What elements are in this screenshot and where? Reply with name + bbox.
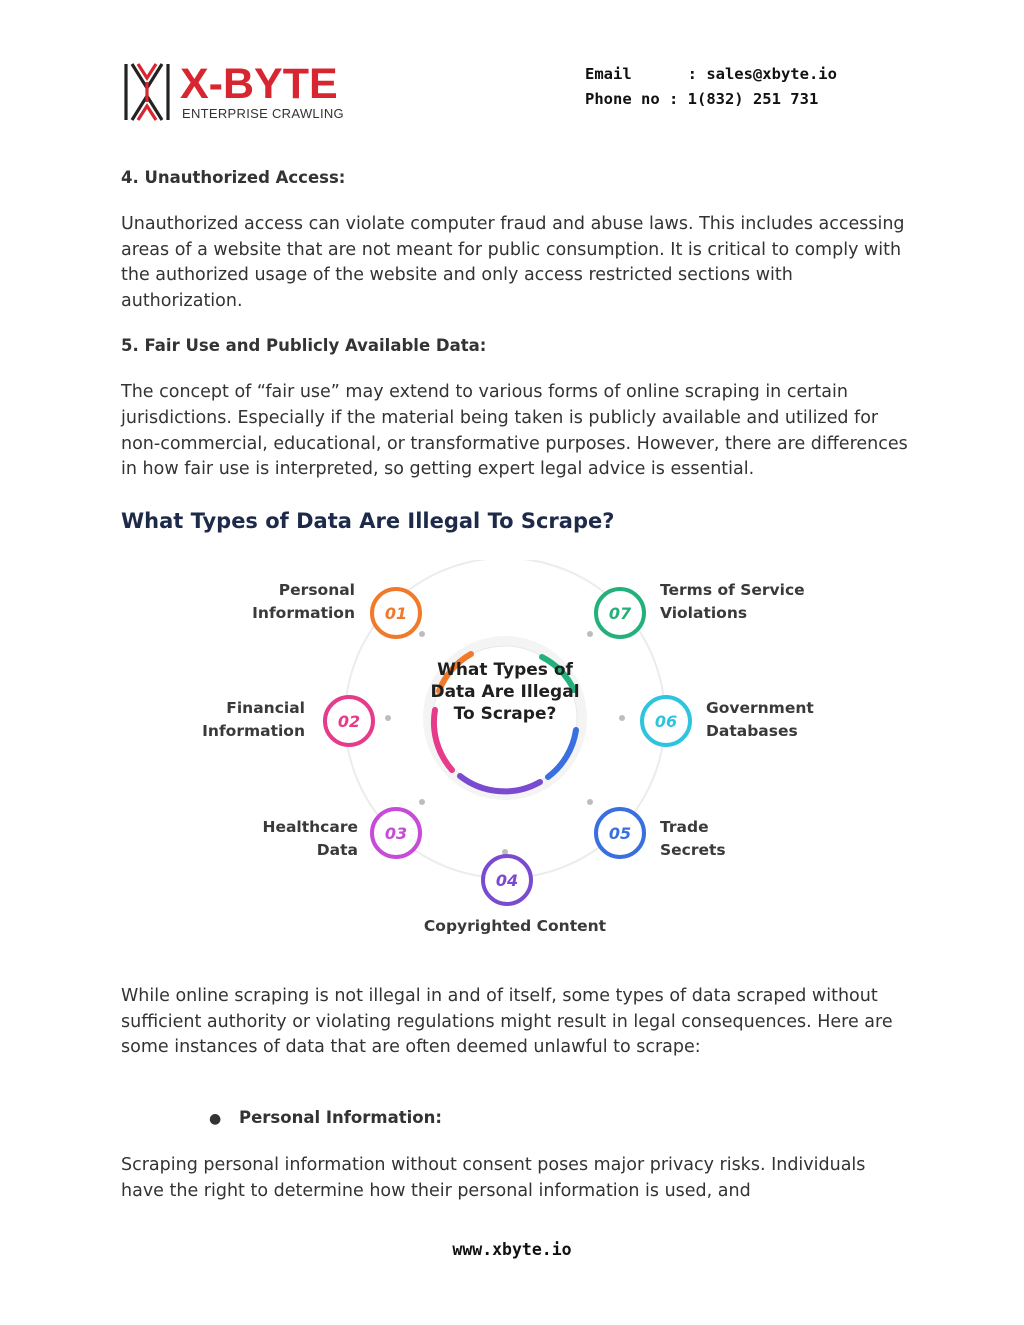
section-heading-illegal-types: What Types of Data Are Illegal To Scrape? xyxy=(121,508,615,533)
item-07-label xyxy=(660,579,835,625)
item-03-label-line-2: Data xyxy=(316,841,358,859)
item-02-label-line-1: Financial xyxy=(226,699,305,717)
item-05-badge xyxy=(594,807,646,859)
logo-tagline: ENTERPRISE CRAWLING xyxy=(182,106,344,121)
document-body xyxy=(121,166,911,535)
document-body-lower xyxy=(121,984,911,1061)
item-07-badge xyxy=(594,587,646,639)
illegal-data-types-infographic xyxy=(190,560,840,950)
item-02-label-line-2: Information xyxy=(202,722,305,740)
item-04-number: 04 xyxy=(495,870,519,890)
item-06-number: 06 xyxy=(654,711,678,731)
bullet-dot: ● xyxy=(209,1111,222,1127)
item-04-label-line-1: Copyrighted Content xyxy=(423,917,607,935)
section-4-body: Unauthorized access can violate computer fraud and abuse laws. This includes accessing areas of a website that are not meant for public consumption. It is critical to comply with the authorized usage of the website and only access restricted sections with authorization. xyxy=(121,214,905,311)
item-05-label xyxy=(660,816,810,862)
personal-info-body: Scraping personal information without consent poses major privacy risks. Individuals have the right to determine how their personal information is used, and xyxy=(121,1155,866,1201)
footer-website: www.xbyte.io xyxy=(452,1240,572,1259)
item-05-label-line-2: Secrets xyxy=(660,841,726,859)
item-06-label-line-1: Government xyxy=(706,699,814,717)
xbyte-logo-mark-icon xyxy=(122,60,172,124)
item-05-number: 05 xyxy=(608,823,632,843)
section-5-body: The concept of “fair use” may extend to various forms of online scraping in certain jurisdictions. Especially if the material being taken is publicly available and utilized for non-commercial, educational, or transformative purposes. However, there are differences in how fair use is interpreted, so getting expert legal advice is essential. xyxy=(121,382,908,480)
item-01-label-line-1: Personal xyxy=(278,581,355,599)
xbyte-logo xyxy=(122,60,362,124)
item-01-label xyxy=(230,579,355,625)
email-line: Email : sales@xbyte.io xyxy=(585,65,837,83)
phone-line: Phone no : 1(832) 251 731 xyxy=(585,90,819,108)
item-01-label-line-2: Information xyxy=(252,604,355,622)
item-01-badge xyxy=(370,587,422,639)
item-05-label-line-1: Trade xyxy=(660,818,709,836)
section-4-heading: 4. Unauthorized Access: xyxy=(121,168,346,187)
bullet-label: Personal Information: xyxy=(239,1108,442,1127)
item-04-badge xyxy=(481,854,533,906)
item-03-label xyxy=(230,816,358,862)
item-02-badge xyxy=(323,695,375,747)
infographic-center-title: What Types of Data Are Illegal To Scrape? xyxy=(430,660,580,724)
item-06-badge xyxy=(640,695,692,747)
item-07-label-line-1: Terms of Service xyxy=(660,581,805,599)
item-04-label xyxy=(400,915,630,938)
logo-wordmark: X-BYTE xyxy=(180,60,338,108)
item-01-number: 01 xyxy=(384,603,408,623)
section-5-heading: 5. Fair Use and Publicly Available Data: xyxy=(121,336,487,356)
item-07-label-line-2: Violations xyxy=(660,604,748,622)
item-07-number: 07 xyxy=(608,603,632,623)
item-02-number: 02 xyxy=(337,711,361,731)
item-03-badge xyxy=(370,807,422,859)
contact-info xyxy=(585,62,837,112)
intro-body: While online scraping is not illegal in and of itself, some types of data scraped without sufficient authority or violating regulations might result in legal consequences. Here are some instances of data that are often deemed unlawful to scrape: xyxy=(121,986,893,1058)
item-06-label xyxy=(706,697,840,743)
item-03-number: 03 xyxy=(384,823,408,843)
item-03-label-line-1: Healthcare xyxy=(262,818,358,836)
document-body-tail xyxy=(121,1153,911,1204)
item-06-label-line-2: Databases xyxy=(706,722,798,740)
bullet-personal-information xyxy=(209,1108,442,1127)
item-02-label xyxy=(190,697,305,743)
